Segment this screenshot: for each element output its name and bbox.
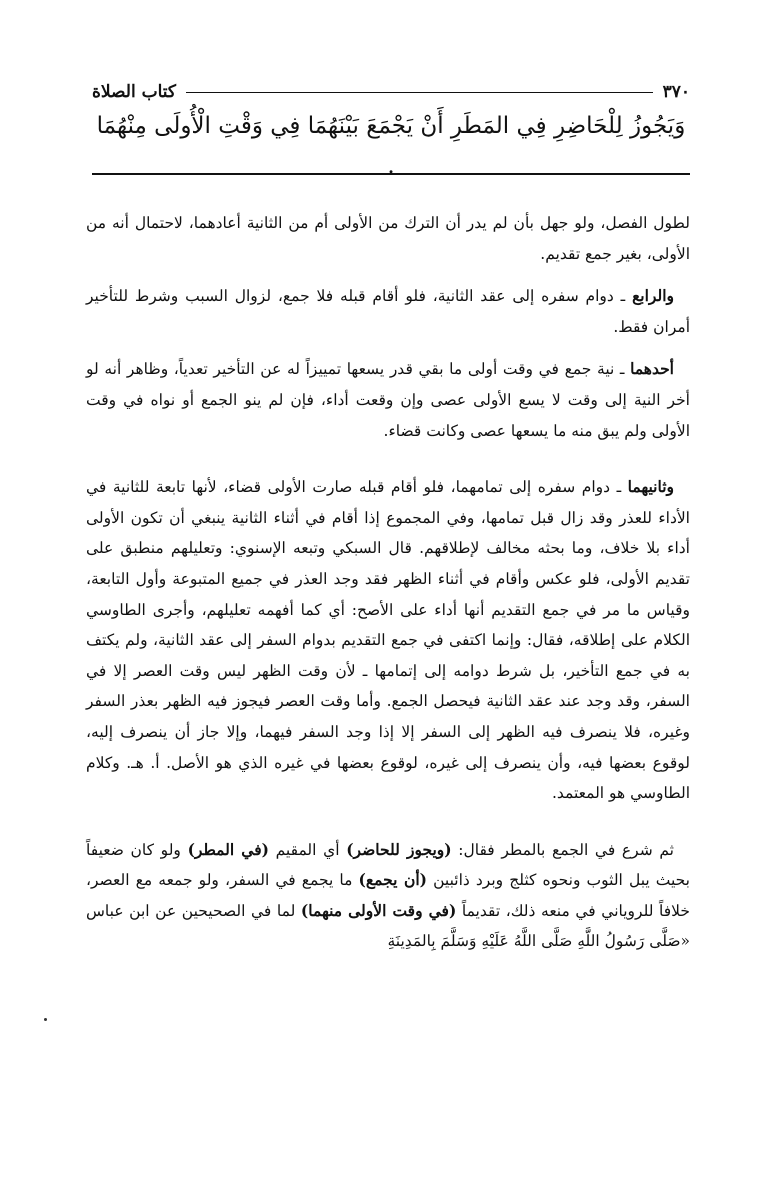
book-title: كتاب الصلاة xyxy=(92,82,177,102)
paragraph-lead: وثانيهما xyxy=(627,477,674,497)
paragraph-text: لما في الصحيحين عن ابن عباس «صَلَّى رَسُولُ اللَّهِ صَلَّى اللَّهُ عَلَيْهِ وَسَلَّمَ بِالمَدِينَةِ xyxy=(86,901,690,951)
paragraph-text: لطول الفصل، ولو جهل بأن لم يدر أن الترك من الأولى أم من الثانية أعادهما، لاحتمال أنه من الأولى، بغير جمع تقديم. xyxy=(86,214,690,263)
paragraph-text: ثم شرع في الجمع بالمطر فقال: xyxy=(451,840,674,859)
page-number: ٣٧٠ xyxy=(662,82,690,102)
commentary-body xyxy=(86,208,690,969)
matn-divider xyxy=(92,173,690,175)
paragraph-text: ـ نية جمع في وقت أولى ما بقي قدر يسعها تمييزاً له عن التأخير تعدياً، وظاهر أنه لو أخر النية إلى وقت لا يسع الأولى عصى وإن وقعت أداء، فإن لم ينو الجمع أو نواه في وقت الأولى ولم يبق منه ما يسعها عصى وكانت قضاء. xyxy=(86,360,690,440)
running-header xyxy=(92,80,690,104)
paragraph xyxy=(86,472,690,809)
header-rule xyxy=(186,92,653,93)
paragraph-text: ـ دوام سفره إلى تمامهما، فلو أقام قبله صارت الأولى قضاء، لأنها تابعة للثانية في الأداء للعذر وقد زال قبل تمامها، وفي المجموع إذا أقام في أثناء الثانية ينبغي أن تكون الأولى أداء بلا خلاف، وما بحثه مخالف لإطلاقهم. قال السبكي وتبعه الإسنوي: وتعليلهم منطبق على تقديم الأولى، فلو عكس وأقام في أثناء الظهر فقد وجد العذر في جميع المتبوعة وأول التابعة، وقياس ما مر في جمع التقديم أنها أداء على الأصح: أي كما أفهمه تعليلهم، وأجرى الطاوسي الكلام على إطلاقه، فقال: وإنما اكتفى في جمع التقديم بدوام السفر إلى عقد الثانية، ولم يكتف به في جمع التأخير، بل شرط دوامه إلى إتمامها ـ لأن وقت الظهر ليس وقت العصر إلا في السفر، وقد وجد عند عقد الثانية فيحصل الجمع. وأما وقت العصر فيجوز فيه الظهر بعذر السفر وغيره، فلا ينصرف فيه الظهر إلى السفر إلا إذا وجد السفر فيهما، وإلا جاز أن ينصرف إليه، لوقوع بعضها فيه، وأن ينصرف إلى غيره، لوقوع بعضها في غيره الذي هو الأصل. أ. هـ. وكلام الطاوسي هو المعتمد. xyxy=(86,478,690,803)
paragraph-text: أي المقيم xyxy=(268,840,347,859)
paragraph xyxy=(86,354,690,446)
matn-text: وَيَجُوزُ لِلْحَاضِرِ فِي المَطَرِ أَنْ يَجْمَعَ بَيْنَهُمَا فِي وَقْتِ الْأُولَى مِنْهُمَا . xyxy=(96,113,686,179)
paragraph-lead: أحدهما xyxy=(630,359,674,379)
paragraph-lead: والرابع xyxy=(632,286,674,306)
paragraph-text: ـ دوام سفره إلى عقد الثانية، فلو أقام قبله فلا جمع، لزوال السبب وشرط للتأخير أمران فقط. xyxy=(86,287,690,336)
quoted-matn: (أن يجمع) xyxy=(358,870,427,890)
scan-speck xyxy=(44,1018,47,1021)
quoted-matn: (في المطر) xyxy=(187,839,269,859)
paragraph xyxy=(86,835,690,957)
quoted-matn: (في وقت الأولى منهما) xyxy=(300,900,457,920)
quoted-matn: (ويجوز للحاضر) xyxy=(346,839,452,859)
paragraph xyxy=(86,281,690,342)
paragraph-text: ولو كان ضعيفاً بحيث يبل الثوب ونحوه كثلج وبرد ذائبين xyxy=(86,840,690,890)
paragraph xyxy=(86,208,690,269)
paragraph-text: ما يجمع في السفر، ولو جمعه مع العصر، خلافاً للروياني في منعه ذلك، تقديماً xyxy=(86,871,690,920)
